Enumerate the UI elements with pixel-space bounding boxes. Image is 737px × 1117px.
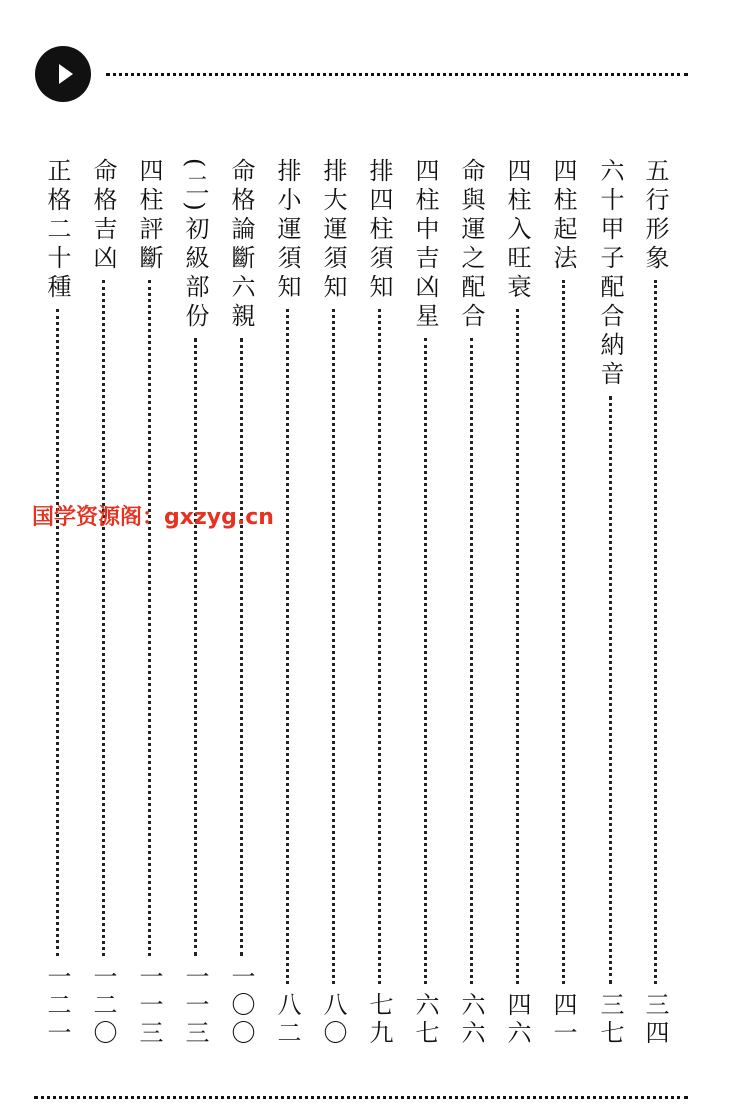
entry-title: 命與運之配合 xyxy=(457,158,485,332)
toc-entry-8 xyxy=(318,158,348,1048)
entry-page: 四六 xyxy=(503,992,531,1048)
entry-page: 八〇 xyxy=(319,992,347,1048)
bottom-dotted-rule xyxy=(34,1096,688,1099)
dot-leader xyxy=(378,309,381,984)
toc-entry-2 xyxy=(595,158,625,1048)
toc-entry-6 xyxy=(410,158,440,1048)
entry-title: 排四柱須知 xyxy=(365,158,393,303)
entry-page: 一二一 xyxy=(43,964,71,1048)
toc-entry-4 xyxy=(502,158,532,1048)
toc-entry-10 xyxy=(226,158,256,1048)
entry-page: 六六 xyxy=(457,992,485,1048)
toc-entry-3 xyxy=(548,158,578,1048)
dot-leader xyxy=(286,309,289,984)
toc-entry-14 xyxy=(42,158,72,1048)
dot-leader xyxy=(516,309,519,984)
dot-leader xyxy=(332,309,335,984)
entry-title: 命格吉凶 xyxy=(89,158,117,274)
entry-page: 四一 xyxy=(549,992,577,1048)
toc-entry-1 xyxy=(640,158,670,1048)
entry-title: 四柱入旺衰 xyxy=(503,158,531,303)
entry-title: 四柱中吉凶星 xyxy=(411,158,439,332)
toc-entry-9 xyxy=(272,158,302,1048)
dot-leader xyxy=(424,338,427,984)
entry-title: (二)初級部份 xyxy=(181,158,209,332)
entry-page: 八二 xyxy=(273,992,301,1048)
entry-page: 三七 xyxy=(596,992,624,1048)
entry-page: 六七 xyxy=(411,992,439,1048)
entry-title: 正格二十種 xyxy=(43,158,71,303)
toc-entry-13 xyxy=(88,158,118,1048)
toc-entry-7 xyxy=(364,158,394,1048)
table-of-contents xyxy=(30,158,670,1048)
entry-title: 六十甲子配合納音 xyxy=(596,158,624,390)
entry-title: 排小運須知 xyxy=(273,158,301,303)
dot-leader xyxy=(102,280,105,956)
dot-leader xyxy=(562,280,565,984)
entry-title: 四柱評斷 xyxy=(135,158,163,274)
watermark-text: 国学资源阁：gxzyg.cn xyxy=(32,505,274,530)
entry-page: 一一三 xyxy=(181,964,209,1048)
dot-leader xyxy=(654,280,657,984)
dot-leader xyxy=(609,396,612,984)
entry-page: 一一三 xyxy=(135,964,163,1048)
entry-page: 一〇〇 xyxy=(227,964,255,1048)
top-dotted-rule xyxy=(106,73,688,76)
toc-entry-12 xyxy=(134,158,164,1048)
entry-title: 四柱起法 xyxy=(549,158,577,274)
entry-title: 五行形象 xyxy=(641,158,669,274)
book-emblem-icon xyxy=(33,42,97,106)
dot-leader xyxy=(470,338,473,984)
toc-entry-5 xyxy=(456,158,486,1048)
entry-title: 排大運須知 xyxy=(319,158,347,303)
dot-leader xyxy=(148,280,151,956)
dot-leader xyxy=(56,309,59,956)
dot-leader xyxy=(240,338,243,956)
entry-page: 一二〇 xyxy=(89,964,117,1048)
toc-entry-11 xyxy=(180,158,210,1048)
entry-title: 命格論斷六親 xyxy=(227,158,255,332)
entry-page: 三四 xyxy=(641,992,669,1048)
entry-page: 七九 xyxy=(365,992,393,1048)
dot-leader xyxy=(194,338,197,956)
